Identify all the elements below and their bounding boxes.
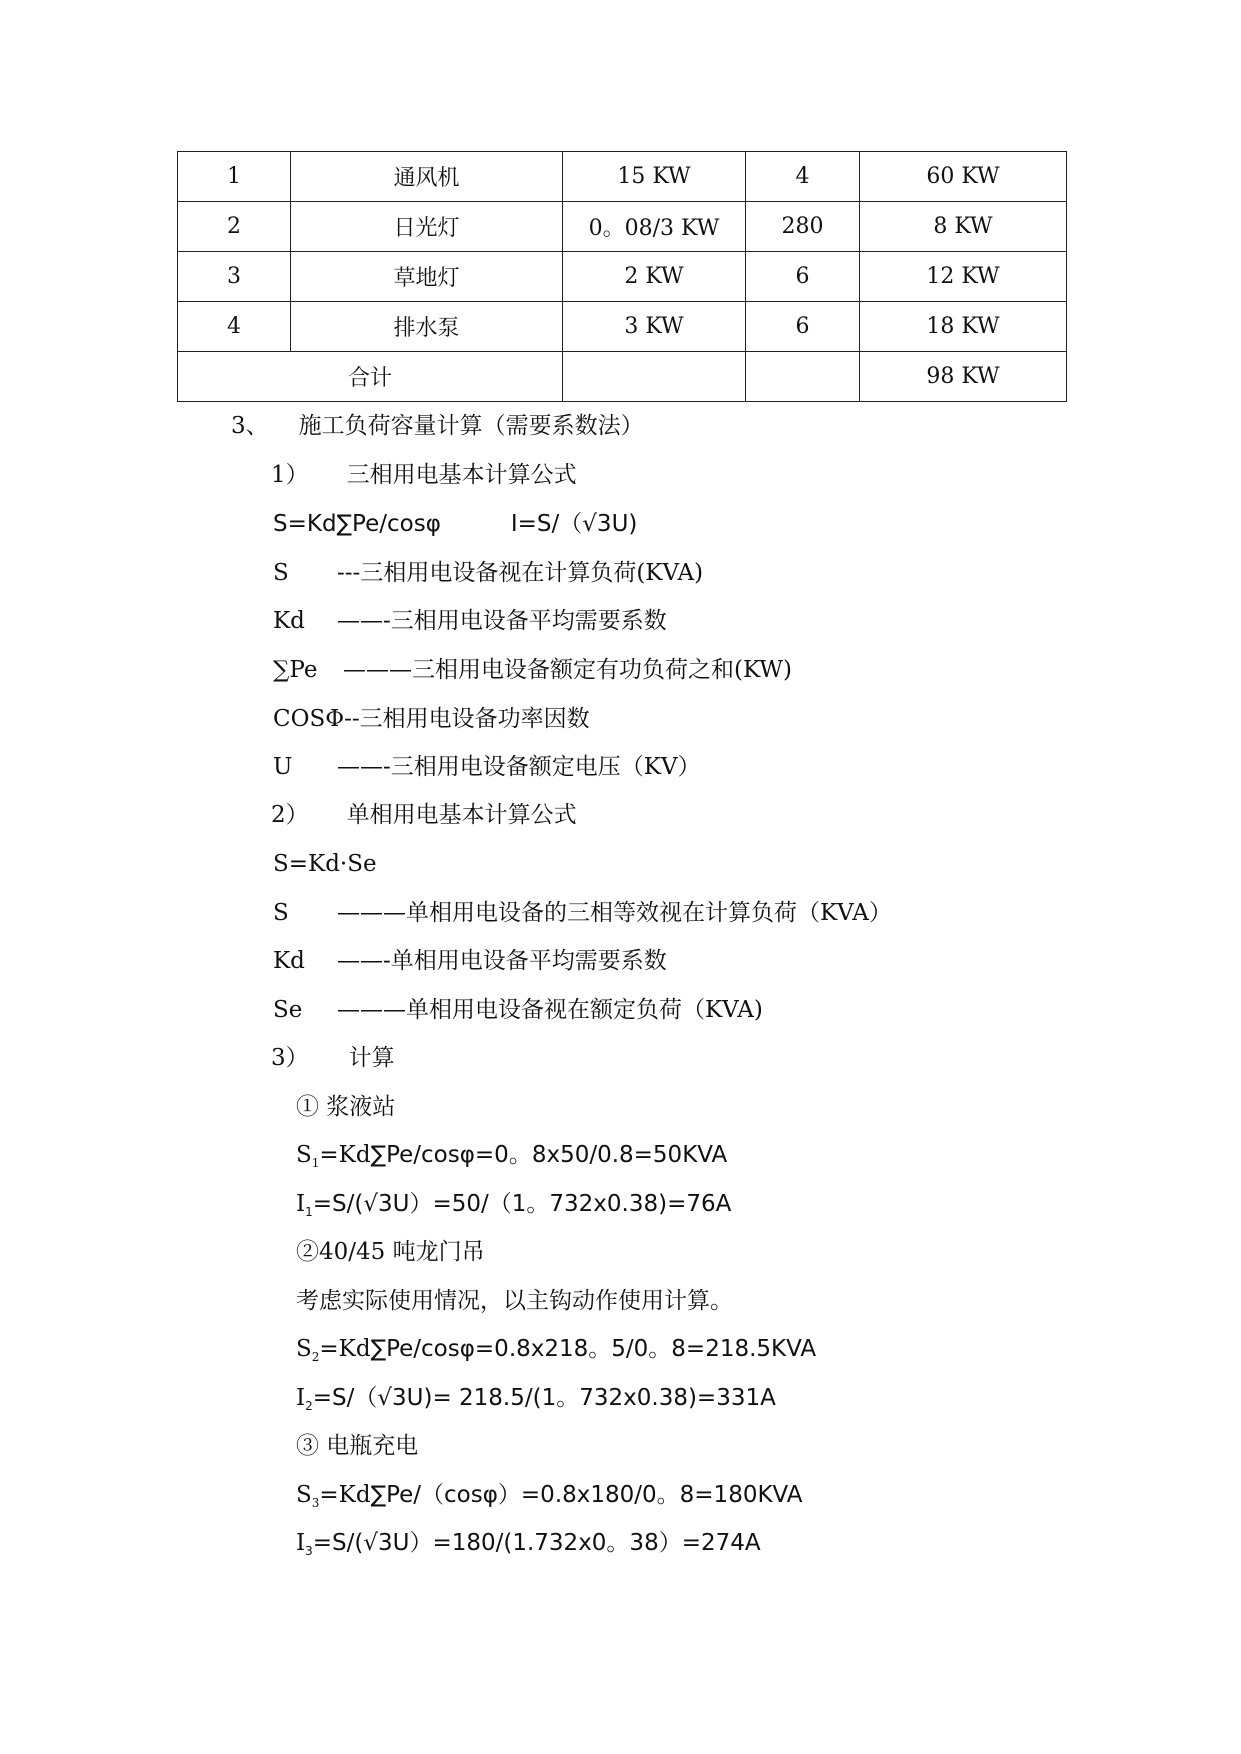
subsection-heading xyxy=(271,459,577,491)
equipment-name: 排水泵 xyxy=(291,302,563,352)
total-power: 60 KW xyxy=(860,152,1067,202)
sum-qty xyxy=(746,352,860,402)
definition-line xyxy=(273,897,892,929)
total-power: 18 KW xyxy=(860,302,1067,352)
subsection-title: 计算 xyxy=(348,1045,395,1071)
equipment-name: 草地灯 xyxy=(291,252,563,302)
calc-s-formula: $S_1=Kd\sum Pe/\cos\varphi=0$。8x50/0.8=50KVA xyxy=(296,1142,728,1170)
calc-i-formula: $I_3=S/(√3U)=180/(1.732x0$。38）=274A xyxy=(296,1530,761,1558)
definition-line xyxy=(273,703,590,735)
definition-symbol: COSΦ xyxy=(273,706,345,732)
subsection-title: 单相用电基本计算公式 xyxy=(346,802,577,828)
definition-text: ——-单相用电设备平均需要系数 xyxy=(337,948,667,974)
calc-s-formula: $S_3=Kd\sum Pe/(\cos\varphi)=0.8x180/0$。8=180KVA xyxy=(296,1482,803,1510)
three-phase-i-formula: I=S/（√3U) xyxy=(510,511,638,537)
definition-line xyxy=(273,557,703,589)
unit-power: 0。08/3 KW xyxy=(563,202,746,252)
table-row xyxy=(178,152,1067,202)
subsection-heading xyxy=(271,799,577,831)
equipment-name: 通风机 xyxy=(291,152,563,202)
calc-item-note: 考虑实际使用情况，以主钩动作使用计算。 xyxy=(296,1288,733,1314)
total-power: 8 KW xyxy=(860,202,1067,252)
table-row xyxy=(178,202,1067,252)
single-phase-formula: S=Kd·Se xyxy=(273,851,377,877)
calc-i-formula: $I_1=S/(√3U)=50/(1$。732x0.38)=76A xyxy=(296,1191,732,1219)
total-power: 12 KW xyxy=(860,252,1067,302)
row-number: 3 xyxy=(178,252,291,302)
three-phase-s-formula: S=Kd∑Pe/cosφ xyxy=(273,511,441,537)
definition-text: ---三相用电设备视在计算负荷(KVA) xyxy=(337,560,704,586)
definition-text: ——-三相用电设备额定电压（KV） xyxy=(337,754,701,780)
equipment-name: 日光灯 xyxy=(291,202,563,252)
definition-symbol: Se xyxy=(273,997,303,1023)
definition-text: --三相用电设备功率因数 xyxy=(344,706,590,732)
subsection-number: 1） xyxy=(271,462,309,488)
unit-power: 2 KW xyxy=(563,252,746,302)
definition-symbol: S xyxy=(273,900,289,926)
definition-line xyxy=(273,994,763,1026)
subsection-number: 3） xyxy=(271,1045,309,1071)
definition-symbol: Kd xyxy=(273,608,305,634)
table-row xyxy=(178,302,1067,352)
calc-item-heading: ②40/45 吨龙门吊 xyxy=(296,1239,485,1265)
calc-i-formula: $I_2=S/(√3U)= 218.5/(1$。732x0.38)=331A xyxy=(296,1385,776,1413)
definition-line xyxy=(273,654,792,686)
formula-line xyxy=(273,848,377,880)
quantity: 6 xyxy=(746,302,860,352)
table-sum-row xyxy=(178,352,1067,402)
definition-text: ——-三相用电设备平均需要系数 xyxy=(337,608,667,634)
calc-item-heading: ① 浆液站 xyxy=(296,1094,396,1120)
definition-text: ———三相用电设备额定有功负荷之和(KW) xyxy=(343,657,792,683)
definition-symbol: U xyxy=(273,754,293,780)
definition-line xyxy=(273,751,701,783)
sum-power xyxy=(563,352,746,402)
subsection-number: 2） xyxy=(271,802,309,828)
unit-power: 15 KW xyxy=(563,152,746,202)
definition-text: ———单相用电设备视在额定负荷（KVA) xyxy=(337,997,763,1023)
row-number: 1 xyxy=(178,152,291,202)
subsection-title: 三相用电基本计算公式 xyxy=(346,462,577,488)
quantity: 280 xyxy=(746,202,860,252)
row-number: 2 xyxy=(178,202,291,252)
calc-item-heading: ③ 电瓶充电 xyxy=(296,1433,419,1459)
sum-total: 98 KW xyxy=(860,352,1067,402)
section-number: 3、 xyxy=(231,413,269,439)
formula-line xyxy=(273,508,637,540)
quantity: 6 xyxy=(746,252,860,302)
subsection-heading xyxy=(271,1042,395,1074)
definition-symbol: S xyxy=(273,560,289,586)
definition-symbol: Kd xyxy=(273,948,305,974)
section-heading xyxy=(231,410,644,442)
sum-label: 合计 xyxy=(178,352,563,402)
table-row xyxy=(178,252,1067,302)
calc-s-formula: $S_2=Kd\sum Pe/\cos\varphi=0.8x218$。5/0。8=218.5KVA xyxy=(296,1336,817,1364)
section-title: 施工负荷容量计算（需要系数法） xyxy=(298,413,644,439)
quantity: 4 xyxy=(746,152,860,202)
definition-text: ———单相用电设备的三相等效视在计算负荷（KVA） xyxy=(337,900,892,926)
unit-power: 3 KW xyxy=(563,302,746,352)
equipment-load-table xyxy=(177,151,1067,402)
definition-symbol: ∑Pe xyxy=(273,657,318,683)
definition-line xyxy=(273,945,667,977)
row-number: 4 xyxy=(178,302,291,352)
definition-line xyxy=(273,605,667,637)
